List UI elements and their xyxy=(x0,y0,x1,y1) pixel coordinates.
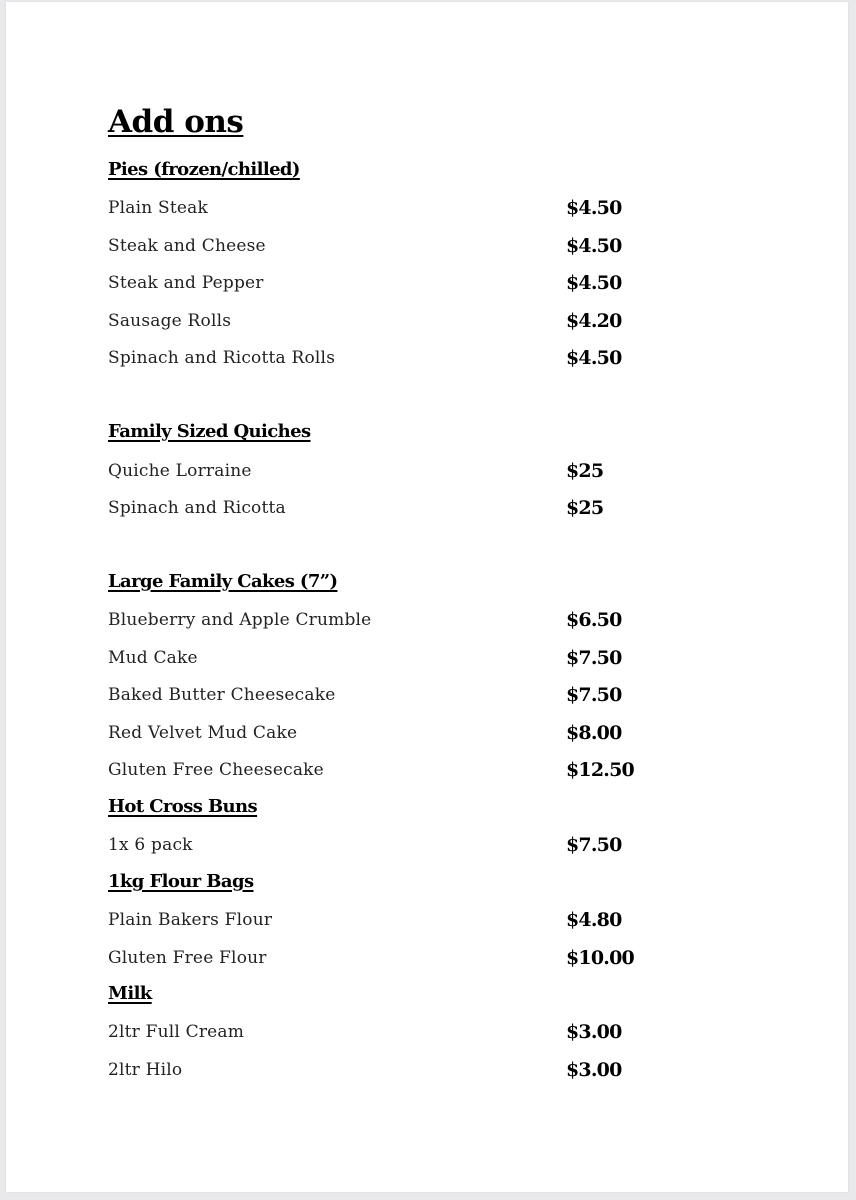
menu-item-price: $7.50 xyxy=(566,834,622,856)
menu-item-name: 2ltr Hilo xyxy=(108,1060,183,1080)
menu-item-row xyxy=(108,1056,668,1084)
menu-item-price: $4.50 xyxy=(566,347,622,369)
menu-item-price: $3.00 xyxy=(566,1021,622,1043)
menu-item-row xyxy=(108,944,668,972)
section-heading-milk: Milk xyxy=(108,983,152,1004)
menu-item-name: 2ltr Full Cream xyxy=(108,1022,245,1042)
section-heading-cakes: Large Family Cakes (7”) xyxy=(108,571,338,592)
menu-item-name: Spinach and Ricotta Rolls xyxy=(108,348,336,368)
menu-item-name: Plain Steak xyxy=(108,198,208,218)
page-title: Add ons xyxy=(108,104,244,140)
menu-item-name: Mud Cake xyxy=(108,648,198,668)
menu-item-price: $4.80 xyxy=(566,909,622,931)
menu-item-price: $3.00 xyxy=(566,1059,622,1081)
section-heading-pies: Pies (frozen/chilled) xyxy=(108,159,300,180)
menu-item-name: Red Velvet Mud Cake xyxy=(108,723,298,743)
menu-item-price: $4.50 xyxy=(566,235,622,257)
section-heading-hot-cross-buns: Hot Cross Buns xyxy=(108,796,258,817)
menu-item-name: Baked Butter Cheesecake xyxy=(108,685,336,705)
menu-item-row xyxy=(108,606,668,634)
menu-item-row xyxy=(108,494,668,522)
menu-item-row xyxy=(108,906,668,934)
menu-item-row xyxy=(108,194,668,222)
menu-item-row xyxy=(108,344,668,372)
menu-item-name: Gluten Free Flour xyxy=(108,948,267,968)
section-heading-flour-bags: 1kg Flour Bags xyxy=(108,871,254,892)
menu-item-name: Quiche Lorraine xyxy=(108,461,252,481)
menu-item-row xyxy=(108,831,668,859)
menu-item-price: $8.00 xyxy=(566,722,622,744)
menu-item-row xyxy=(108,644,668,672)
menu-item-name: 1x 6 pack xyxy=(108,835,193,855)
menu-item-price: $4.50 xyxy=(566,272,622,294)
menu-item-price: $25 xyxy=(566,460,604,482)
menu-item-name: Blueberry and Apple Crumble xyxy=(108,610,372,630)
menu-item-name: Gluten Free Cheesecake xyxy=(108,760,324,780)
menu-item-price: $25 xyxy=(566,497,604,519)
menu-item-name: Plain Bakers Flour xyxy=(108,910,273,930)
menu-item-row xyxy=(108,457,668,485)
document-page xyxy=(6,2,848,1192)
menu-item-name: Steak and Pepper xyxy=(108,273,264,293)
section-heading-quiches: Family Sized Quiches xyxy=(108,421,311,442)
menu-item-price: $7.50 xyxy=(566,684,622,706)
menu-item-row xyxy=(108,1018,668,1046)
menu-item-row xyxy=(108,232,668,260)
menu-item-row xyxy=(108,307,668,335)
menu-item-price: $10.00 xyxy=(566,947,634,969)
menu-item-name: Steak and Cheese xyxy=(108,236,266,256)
menu-item-row xyxy=(108,681,668,709)
menu-item-price: $4.50 xyxy=(566,197,622,219)
menu-item-price: $6.50 xyxy=(566,609,622,631)
menu-item-row xyxy=(108,756,668,784)
menu-item-name: Sausage Rolls xyxy=(108,311,232,331)
menu-item-row xyxy=(108,269,668,297)
menu-item-name: Spinach and Ricotta xyxy=(108,498,286,518)
menu-item-price: $7.50 xyxy=(566,647,622,669)
menu-item-row xyxy=(108,719,668,747)
menu-item-price: $12.50 xyxy=(566,759,634,781)
menu-item-price: $4.20 xyxy=(566,310,622,332)
